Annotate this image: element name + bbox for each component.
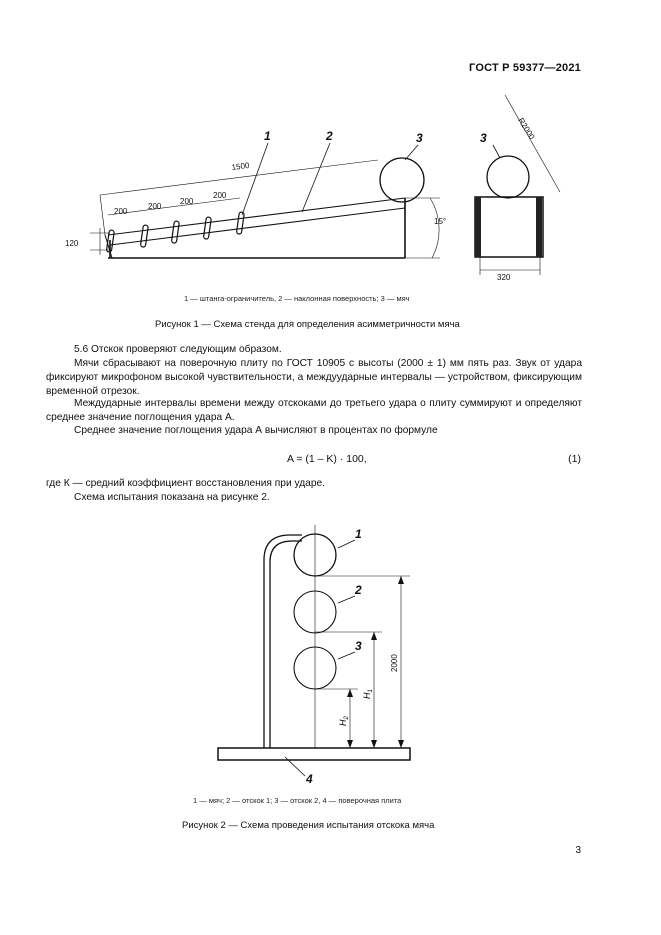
label-3: 3	[416, 131, 423, 145]
dim-angle: 15°	[434, 217, 447, 226]
dim-h2: $H_2$	[338, 716, 350, 726]
dim-200-d: 200	[213, 191, 227, 200]
dim-200-c: 200	[180, 197, 194, 206]
paragraph-scheme: Схема испытания показана на рисунке 2.	[74, 492, 270, 503]
label-2: 2	[326, 129, 333, 143]
fig2-label-3: 3	[355, 639, 362, 653]
paragraph-intervals: Междударные интервалы времени между отскоками до третьего удара о плиту суммируют и определяют среднее значение поглощения удара А.	[46, 398, 582, 424]
dim-1500: 1500	[231, 160, 250, 172]
label-1: 1	[264, 129, 271, 143]
fig2-label-4: 4	[306, 772, 313, 786]
dim-2000: 2000	[390, 654, 399, 672]
formula: A = (1 – K) · 100,	[287, 453, 367, 465]
figure-1-caption: Рисунок 1 — Схема стенда для определения асимметричности мяча	[155, 319, 460, 330]
dim-200-b: 200	[148, 202, 162, 211]
figure-2-caption: Рисунок 2 — Схема проведения испытания отскока мяча	[182, 820, 435, 831]
dim-320: 320	[497, 273, 511, 282]
figure-2-legend: 1 — мяч; 2 — отскок 1; 3 — отскок 2, 4 — поверочная плита	[193, 796, 402, 805]
dim-h1: $H_1$	[362, 689, 374, 699]
figure-1-legend: 1 — штанга-ограничитель, 2 — наклонная поверхность; 3 — мяч	[184, 294, 410, 303]
fig2-label-1: 1	[355, 527, 362, 541]
paragraph-drop: Мячи сбрасывают на поверочную плиту по ГОСТ 10905 с высоты (2000 ± 1) мм пять раз. Звук от удара фиксируют микрофоном высокой чувствительности, а междуударные интервалы — устройством, фиксирующим временной отрезок.	[46, 358, 582, 398]
page-number: 3	[575, 845, 581, 856]
fig2-label-2: 2	[355, 583, 362, 597]
label-3-side: 3	[480, 131, 487, 145]
paragraph-5-6: 5.6 Отскок проверяют следующим образом.	[74, 344, 282, 355]
standard-header: ГОСТ Р 59377—2021	[469, 62, 581, 74]
paragraph-where: где К — средний коэффициент восстановления при ударе.	[46, 478, 326, 489]
formula-number: (1)	[568, 453, 581, 465]
dim-radius: R2000	[516, 116, 537, 142]
paragraph-formula-intro: Среднее значение поглощения удара А вычисляют в процентах по формуле	[74, 425, 438, 436]
dim-200-a: 200	[114, 207, 128, 216]
dim-120: 120	[65, 239, 79, 248]
